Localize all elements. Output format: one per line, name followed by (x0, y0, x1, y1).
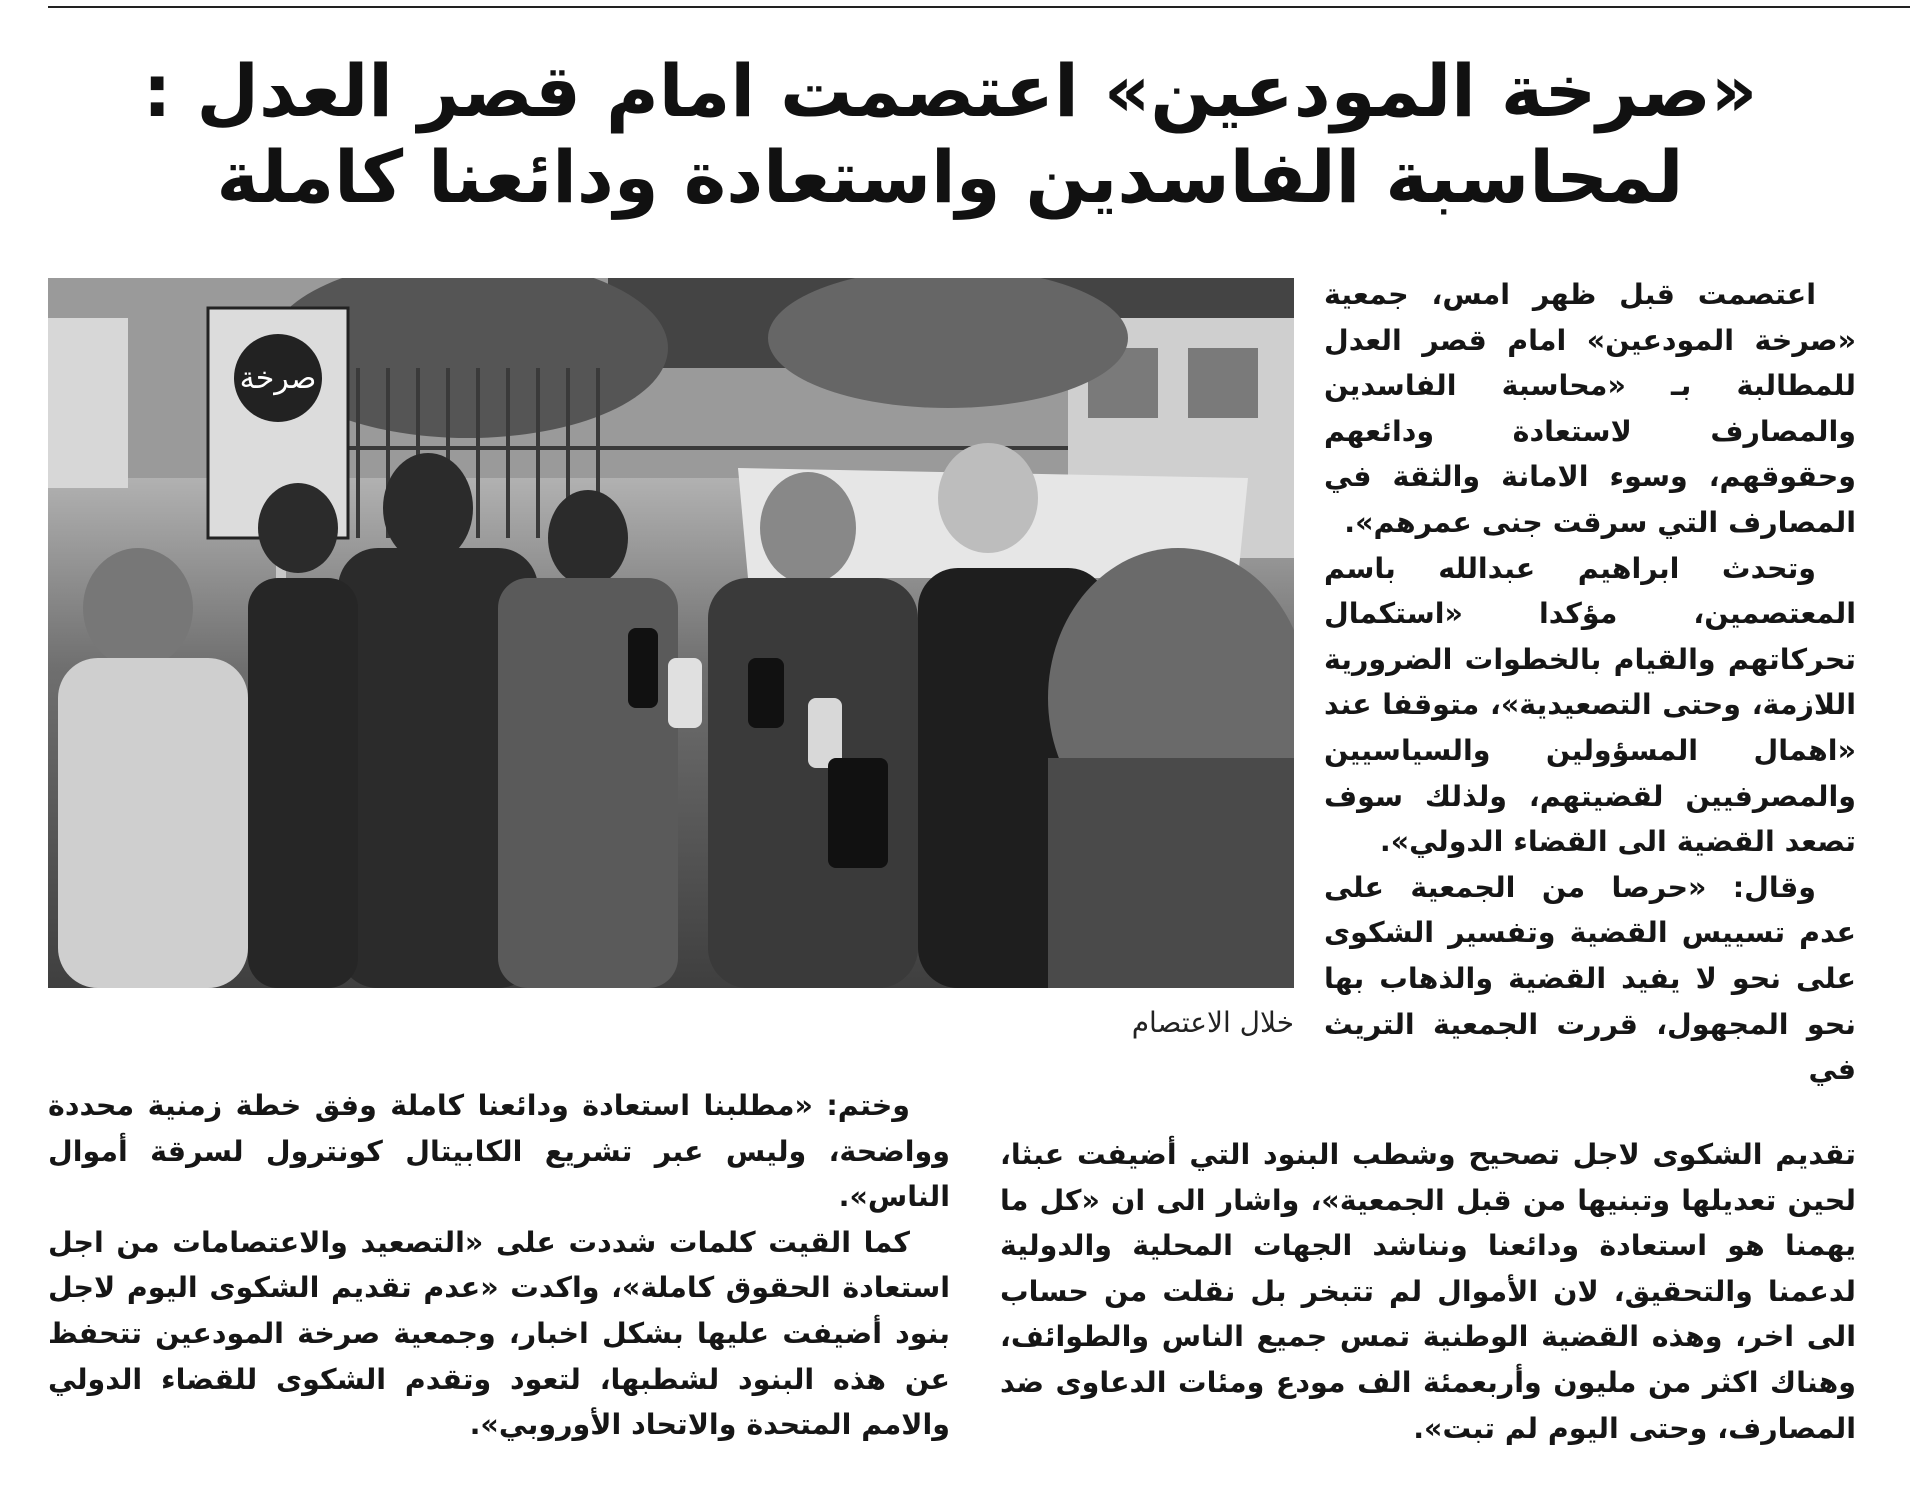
photo-caption: خلال الاعتصام (1131, 1006, 1294, 1039)
article-column-left (48, 1083, 950, 1448)
article-column-right-top (1324, 272, 1856, 1093)
paragraph-closing: وختم: «مطلبنا استعادة ودائعنا كاملة وفق خطة زمنية محددة وواضحة، وليس عبر تشريع الكابيتال كونترول لسرقة أموال الناس». (48, 1089, 950, 1214)
paragraph-quote-continued: تقديم الشكوى لاجل تصحيح وشطب البنود التي أضيفت عبثا، لحين تعديلها وتبنيها من قبل الجمعية»، واشار الى ان «كل ما يهمنا هو استعادة ودائعنا ونناشد الجهات المحلية والدولية لدعمنا والتحقيق، لان الأموال لم تتبخر بل نقلت من حساب الى اخر، وهذه القضية الوطنية تمس جميع الناس والطوائف، وهناك اكثر من مليون وأربعمئة الف مودع ومئات الدعاوى ضد المصارف، وحتى اليوم لم تبت». (1000, 1138, 1856, 1445)
article-column-right-bottom (1000, 1132, 1856, 1451)
headline-line-2: لمحاسبة الفاسدين واستعادة ودائعنا كاملة (216, 135, 1684, 219)
paragraph-quote-start: وقال: «حرصا من الجمعية على عدم تسييس القضية وتفسير الشكوى على نحو لا يفيد القضية والذهاب بها نحو المجهول، قررت الجمعية التريث في (1324, 870, 1856, 1087)
paragraph-speeches: كما القيت كلمات شددت على «التصعيد والاعتصامات من اجل استعادة الحقوق كاملة»، واكدت «عدم تقديم الشكوى اليوم لاجل بنود أضيفت عليها بشكل اخبار، وجمعية صرخة المودعين تتحفظ عن هذه البنود لشطبها، لتعود وتقدم الشكوى للقضاء الدولي والامم المتحدة والاتحاد الأوروبي». (48, 1225, 950, 1442)
paragraph-statement: وتحدث ابراهيم عبدالله باسم المعتصمين، مؤكدا «استكمال تحركاتهم والقيام بالخطوات الضرورية اللازمة، وحتى التصعيدية»، متوقفا عند «اهمال المسؤولين والسياسيين والمصرفيين لقضيتهم، ولذلك سوف تصعد القضية الى القضاء الدولي». (1324, 551, 1856, 859)
placard-logo: صرخة (239, 361, 317, 396)
headline (90, 48, 1810, 220)
protest-scene (48, 278, 1294, 988)
paragraph-intro: اعتصمت قبل ظهر امس، جمعية «صرخة المودعين» امام قصر العدل للمطالبة بـ «محاسبة الفاسدين والمصارف لاستعادة ودائعهم وحقوقهم، وسوء الامانة والثقة في المصارف التي سرقت جنى عمرهم». (1324, 278, 1856, 539)
headline-line-1: «صرخة المودعين» اعتصمت امام قصر العدل : (142, 49, 1758, 133)
top-rule (48, 6, 1910, 8)
protest-photo (48, 278, 1294, 988)
